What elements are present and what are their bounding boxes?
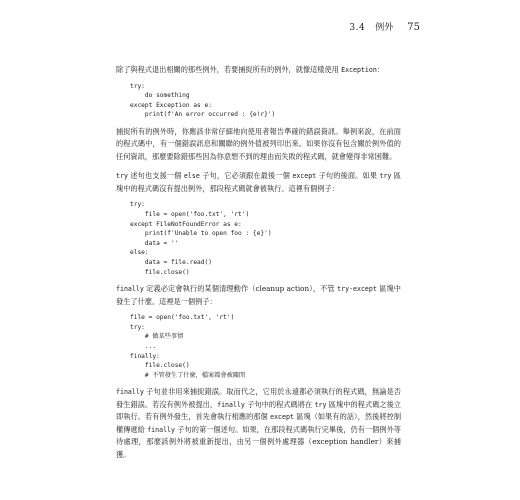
page-number: 75: [407, 22, 420, 33]
text: 定義必定會執行的某個清理動作（cleanup action），不管: [143, 284, 338, 294]
inline-code: else: [183, 172, 200, 181]
paragraph-2: 捕捉所有的例外時，你應該非常仔細地向使用者報告準確的錯誤資訊。舉例來說，在前面的程式碼中，有一個錯誤訊息和關聯的例外值被列印出來。如果你沒有包含關於例外值的任何資訊，那麼要除錯那些因為你意想不到的理由而失敗的程式碼，就會變得非常困難。: [116, 126, 401, 161]
text: 子句的第一個述句。如果，在那段程式碼執行完畢後，仍有一個例外等待處理，那麼該例外將被重新提出，由另一個例外處理器（exception handler）來捕獲。: [116, 424, 401, 459]
text: ：: [376, 65, 385, 74]
text: 子句並非用來捕捉錯誤。取而代之，它用於永遠都必須執行的程式碼，無論是否發生錯誤。若沒有例外被提出，: [116, 387, 401, 409]
inline-code: except: [270, 413, 294, 422]
inline-code: finally: [116, 285, 144, 294]
inline-code: try: [116, 172, 128, 181]
paragraph-1: [116, 64, 401, 77]
inline-code: except: [292, 172, 317, 181]
page-body: [116, 64, 401, 461]
paragraph-5: [116, 386, 401, 461]
running-header: [349, 20, 420, 33]
text: 區塊中的程式碼沒有提出例外，那段程式碼就會被執行。這裡有個例子：: [116, 171, 401, 193]
code-block-2: try: file = open('foo.txt', 'rt') except FileNotFoundError as e: print(f'Unable to open foo : {e}') data = '' else: data = file.read() file.close(): [130, 201, 272, 276]
section-title: 例外: [375, 23, 394, 33]
paragraph-4: [116, 283, 401, 308]
text: 子句中的程式碼將在: [244, 399, 315, 409]
text: 除了與程式退出相關的那些例外，若要捕捉所有的例外，就像這樣使用: [116, 65, 342, 74]
inline-code: Exception: [341, 66, 377, 74]
text: 區塊中的程式碼之後立即執行。若有例外發生，首先會執行相應的那個: [116, 399, 401, 422]
paragraph-3: [116, 170, 401, 195]
inline-code: finally: [116, 388, 144, 397]
inline-code: try-except: [337, 285, 377, 294]
text: 子句的後面。如果: [316, 171, 380, 181]
text: 述句也支援一個: [127, 171, 184, 181]
inline-code: finally: [147, 425, 175, 434]
code-block-1: try: do something except Exception as e: print(f'An error occurred : {e!r}'): [130, 82, 276, 119]
text: 子句，它必須跟在最後一個: [199, 171, 293, 181]
inline-code: try: [379, 172, 392, 181]
section-number: 3.4: [349, 23, 366, 33]
inline-code: finally: [217, 400, 245, 409]
inline-code: try: [314, 400, 327, 409]
code-block-3: file = open('foo.txt', 'rt') try: # 做某些事情 ... finally: file.close() # 不管發生了什麼，檔案都會被關閉: [130, 314, 246, 379]
text: 區塊中發生了什麼。這裡是一個例子：: [116, 284, 401, 306]
text: 區塊（如果有的話），然後將控制權傳遞給: [116, 412, 402, 434]
